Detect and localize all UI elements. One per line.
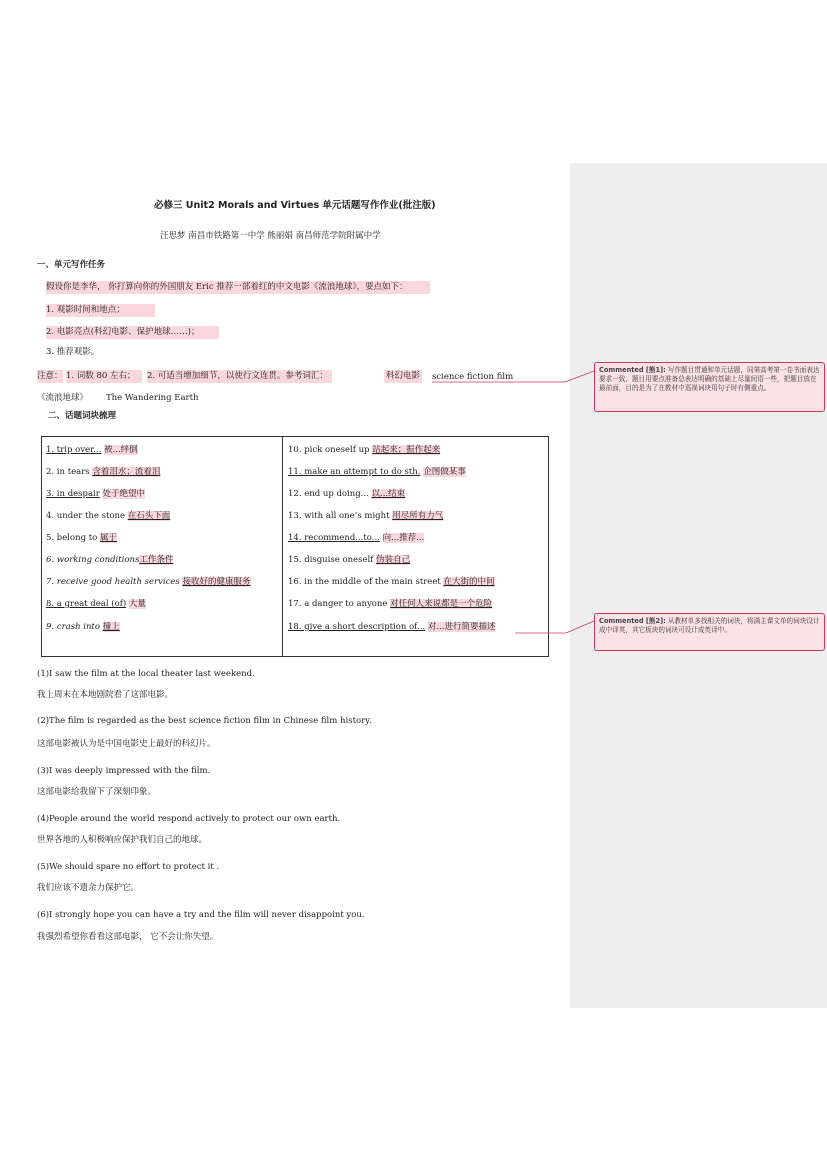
vocab-item-10 bbox=[288, 446, 440, 455]
vocab-item-cn: 大量 bbox=[128, 599, 146, 609]
sentence-1-cn: 我上周末在本地剧院看了这部电影。 bbox=[37, 690, 174, 700]
sentence-6-cn: 我强烈希望你看看这部电影， 它不会让你失望。 bbox=[37, 932, 219, 942]
vocab-item-en: 13. with all one’s might bbox=[288, 511, 390, 521]
notes-label: 注意： bbox=[37, 371, 63, 381]
sentence-4-en: (4)People around the world respond actively to protect our own earth. bbox=[37, 814, 341, 824]
vocab-item-6 bbox=[46, 556, 173, 565]
sentence-2-en: (2)The film is regarded as the best science fiction film in Chinese film history. bbox=[37, 716, 372, 726]
vocab-item-en: 6. working conditions bbox=[46, 555, 140, 565]
vocab-item-cn: 工作条件 bbox=[139, 555, 174, 565]
vocab-item-15 bbox=[288, 556, 410, 565]
movie-title-en: The Wandering Earth bbox=[106, 393, 199, 403]
sentence-6-en: (6)I strongly hope you can have a try and the film will never disappoint you. bbox=[37, 910, 365, 920]
vocab-item-18 bbox=[288, 623, 495, 632]
task-point-3: 3. 推荐观影。 bbox=[46, 347, 100, 357]
sentence-3-en: (3)I was deeply impressed with the film. bbox=[37, 766, 211, 776]
vocab-item-cn: 撞上 bbox=[102, 622, 120, 632]
vocab-item-4 bbox=[46, 512, 170, 521]
note-1: 1. 词数 80 左右； bbox=[66, 370, 142, 383]
vocab-item-en: 17. a danger to anyone bbox=[288, 599, 388, 609]
section2-heading: 二、话题词块梳理 bbox=[48, 411, 117, 421]
comment-text: 写作题目贯通和单元话题，同第高考第一卷书面表达要求一致，题目用要点准备总表达明确的基础上尽量间语一些，把题目放在最前面，目的是为了在教材中巡视词块用句子时有侧重点。 bbox=[599, 366, 820, 393]
vocab-table-divider bbox=[282, 436, 283, 657]
vocab-item-en: 16. in the middle of the main street bbox=[288, 577, 441, 587]
vocab-en: science fiction film bbox=[432, 372, 514, 382]
vocab-item-cn: 对任何人来说都是一个危险 bbox=[390, 599, 493, 609]
vocab-item-cn: 在大街的中间 bbox=[443, 577, 495, 587]
writing-task: 假设你是李华， 你打算向你的外国朋友 Eric 推荐一部着红的中文电影《流浪地球》，要点如下： bbox=[46, 281, 430, 294]
vocab-item-14 bbox=[288, 534, 424, 543]
vocab-item-en: 2. in tears bbox=[46, 467, 90, 477]
sentence-5-cn: 我们应该不遗余力保护它。 bbox=[37, 883, 140, 893]
vocab-item-en: 3. in despair bbox=[46, 489, 100, 499]
vocab-item-2 bbox=[46, 468, 160, 477]
vocab-item-cn: 接收好的健康服务 bbox=[182, 577, 251, 587]
vocab-item-en: 8. a great deal (of) bbox=[46, 599, 127, 609]
task-point-1: 1. 观影时间和地点； bbox=[46, 304, 155, 317]
vocab-item-3 bbox=[46, 490, 145, 499]
vocab-item-13 bbox=[288, 512, 443, 521]
comment-2[interactable] bbox=[594, 613, 825, 651]
note-2: 2. 可适当增加细节，以使行文连贯。参考词汇： bbox=[147, 370, 332, 383]
vocab-item-cn: 向...推荐... bbox=[382, 533, 425, 543]
vocab-item-cn: 对...进行简要描述 bbox=[427, 622, 496, 632]
sentence-2-cn: 这部电影被认为是中国电影史上最好的科幻片。 bbox=[37, 739, 216, 749]
vocab-item-cn: 伪装自己 bbox=[376, 555, 411, 565]
vocab-item-11 bbox=[288, 468, 466, 477]
vocab-item-cn: 企图做某事 bbox=[423, 467, 466, 477]
vocab-item-en: 12. end up doing... bbox=[288, 489, 369, 499]
vocab-item-en: 18. give a short description of... bbox=[288, 622, 426, 632]
comment-label: Commented [熊2]: bbox=[599, 617, 666, 625]
comment-text: 从教材单多找相关的词块，将满主课文单的词块设计成中译英，其它板块的词块可设计成英译中。 bbox=[599, 617, 820, 635]
section1-heading: 一、单元写作任务 bbox=[37, 260, 106, 270]
vocab-item-cn: 被...绊倒 bbox=[104, 445, 138, 455]
vocab-item-cn: 在石头下面 bbox=[127, 511, 171, 521]
vocab-cn: 科幻电影 bbox=[386, 371, 421, 381]
comment-label: Commented [熊1]: bbox=[599, 366, 666, 374]
sentence-4-cn: 世界各地的人积极响应保护我们自己的地球。 bbox=[37, 835, 208, 845]
vocab-item-17 bbox=[288, 600, 492, 609]
vocab-item-cn: 以...结束 bbox=[371, 489, 406, 499]
vocab-item-cn: 站起来；振作起来 bbox=[372, 445, 441, 455]
vocab-item-en: 9. crash into bbox=[46, 622, 100, 632]
sentence-5-en: (5)We should spare no effort to protect it . bbox=[37, 862, 220, 872]
vocab-item-16 bbox=[288, 578, 495, 587]
vocab-item-cn: 处于绝望中 bbox=[102, 489, 146, 499]
vocab-item-en: 15. disguise oneself bbox=[288, 555, 374, 565]
vocab-item-en: 1. trip over... bbox=[46, 445, 102, 455]
vocab-item-en: 10. pick oneself up bbox=[288, 445, 370, 455]
vocab-item-en: 11. make an attempt to do sth. bbox=[288, 467, 421, 477]
vocab-item-cn: 含着泪水；流着泪 bbox=[92, 467, 161, 477]
vocab-item-en: 5. belong to bbox=[46, 533, 98, 543]
vocab-item-9 bbox=[46, 623, 120, 632]
comment-1[interactable] bbox=[594, 362, 825, 412]
vocab-item-en: 7. receive good health services bbox=[46, 577, 180, 587]
vocab-item-1 bbox=[46, 446, 138, 455]
vocab-item-8 bbox=[46, 600, 146, 609]
authors-line: 汪思梦 南昌市铁路第一中学 熊丽娟 南昌师范学院附属中学 bbox=[160, 231, 381, 241]
vocab-item-en: 4. under the stone bbox=[46, 511, 126, 521]
task-point-2: 2. 电影亮点(科幻电影、保护地球……)； bbox=[46, 326, 219, 339]
movie-title-cn: 《流浪地球》 bbox=[37, 393, 89, 403]
vocab-item-cn: 用尽所有力气 bbox=[392, 511, 444, 521]
vocab-item-en: 14. recommend...to... bbox=[288, 533, 380, 543]
document-title: 必修三 Unit2 Morals and Virtues 单元话题写作作业(批注版) bbox=[154, 200, 436, 211]
vocab-item-cn: 属于 bbox=[99, 533, 117, 543]
vocab-item-7 bbox=[46, 578, 251, 587]
sentence-1-en: (1)I saw the film at the local theater last weekend. bbox=[37, 669, 255, 679]
comment-margin-pane bbox=[570, 163, 827, 1008]
vocab-item-12 bbox=[288, 490, 405, 499]
sentence-3-cn: 这部电影给我留下了深刻印象。 bbox=[37, 787, 157, 797]
vocab-item-5 bbox=[46, 534, 117, 543]
